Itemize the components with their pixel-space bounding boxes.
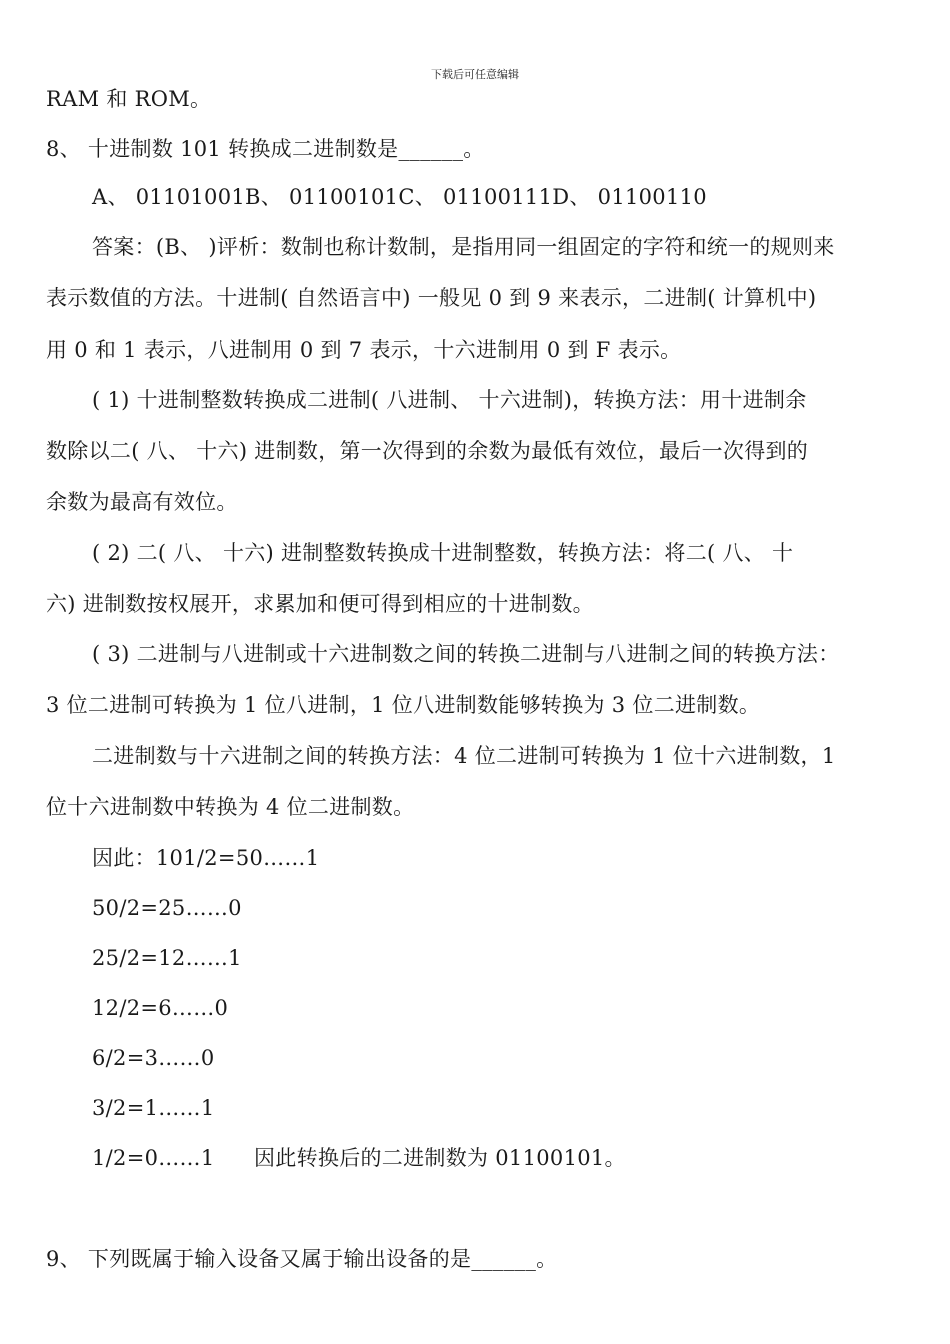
calc-line: 1/2=0……1 [92, 1146, 215, 1170]
text-line: 二进制数与十六进制之间的转换方法：4 位二进制可转换为 1 位十六进制数，1 [92, 744, 836, 768]
text-line: 余数为最高有效位。 [46, 490, 238, 514]
answer-line: 答案：(B、 )评析：数制也称计数制，是指用同一组固定的字符和统一的规则来 [92, 235, 835, 259]
calc-line: 因此：101/2=50……1 [92, 846, 320, 870]
text-line: RAM 和 ROM。 [46, 87, 212, 111]
text-line: ( 3) 二进制与八进制或十六进制数之间的转换二进制与八进制之间的转换方法： [92, 642, 840, 666]
text-line: ( 2) 二( 八、 十六) 进制整数转换成十进制整数，转换方法：将二( 八、 十 [92, 541, 794, 565]
calc-line: 3/2=1……1 [92, 1096, 215, 1120]
text-line: 表示数值的方法。十进制( 自然语言中) 一般见 0 到 9 来表示，二进制( 计算机中) [46, 286, 817, 310]
calc-line: 25/2=12……1 [92, 946, 242, 970]
text-line: 六) 进制数按权展开，求累加和便可得到相应的十进制数。 [46, 592, 594, 616]
text-line: 位十六进制数中转换为 4 位二进制数。 [46, 795, 415, 819]
text-line: 3 位二进制可转换为 1 位八进制，1 位八进制数能够转换为 3 位二进制数。 [46, 693, 761, 717]
calc-line: 6/2=3……0 [92, 1046, 215, 1070]
text-line: 用 0 和 1 表示，八进制用 0 到 7 表示，十六进制用 0 到 F 表示。 [46, 338, 682, 362]
text-line: 数除以二( 八、 十六) 进制数，第一次得到的余数为最低有效位，最后一次得到的 [46, 439, 809, 463]
text-line: ( 1) 十进制整数转换成二进制( 八进制、 十六进制)，转换方法：用十进制余 [92, 388, 807, 412]
conclusion-text: 因此转换后的二进制数为 01100101。 [254, 1146, 626, 1170]
question-8: 8、 十进制数 101 转换成二进制数是______。 [46, 137, 485, 161]
calc-line: 50/2=25……0 [92, 896, 242, 920]
question-9: 9、 下列既属于输入设备又属于输出设备的是______。 [46, 1247, 558, 1271]
page-header: 下载后可任意编辑 [431, 68, 519, 81]
question-8-options: A、 01101001B、 01100101C、 01100111D、 01100110 [92, 185, 707, 209]
calc-line: 12/2=6……0 [92, 996, 229, 1020]
